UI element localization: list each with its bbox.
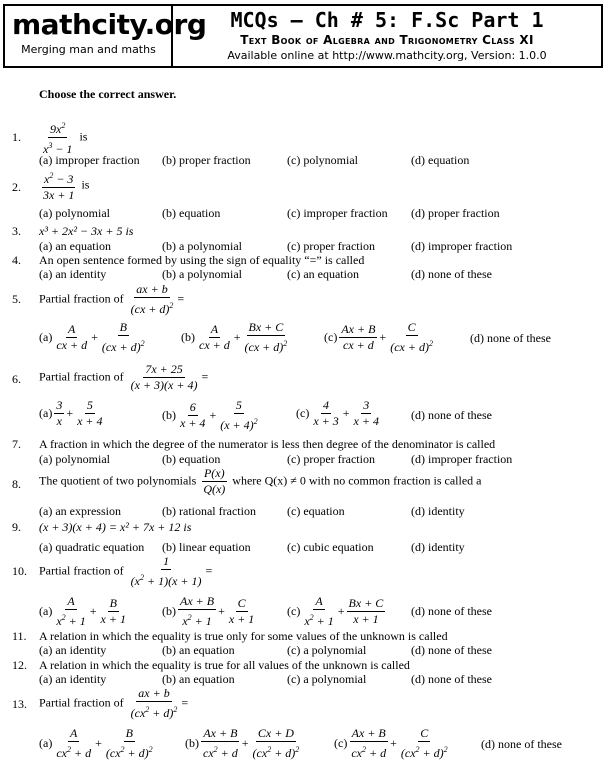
option-a[interactable]: (a) $\frac{A}{x^2 + 1}$ + $\frac{B}{x + 1}$ — [39, 594, 126, 628]
question-number: 12. — [12, 658, 27, 672]
site-logo: mathcity.org — [12, 8, 207, 41]
option-a[interactable]: (a) an identity — [39, 672, 107, 686]
option-a[interactable]: (a) improper fraction — [39, 153, 140, 167]
option-a[interactable]: (a) $\frac{A}{cx^2 + d}$ + $\frac{B}{(cx^2 + d)^2}$ — [39, 726, 153, 760]
question-stem: A fraction in which the degree of the numerator is less then degree of the denominator is called — [39, 437, 496, 451]
logo-box — [5, 6, 207, 66]
question-stem: Partial fraction of $\frac{ax + b}{(cx + d)^2}$ = — [39, 282, 185, 316]
option-b[interactable]: (b) equation — [162, 206, 221, 220]
option-a[interactable]: (a) an expression — [39, 504, 121, 518]
question-number: 2. — [12, 180, 21, 194]
question-number: 5. — [12, 292, 21, 306]
option-b[interactable]: (b) rational fraction — [162, 504, 256, 518]
option-c[interactable]: (c) improper fraction — [287, 206, 388, 220]
option-c[interactable]: (c) proper fraction — [287, 239, 375, 253]
option-a[interactable]: (a) quadratic equation — [39, 540, 145, 554]
tagline: Merging man and maths — [21, 43, 156, 56]
question-stem: $\frac{x^2 - 3}{3x + 1}$ is — [39, 168, 89, 203]
option-d[interactable]: (d) improper fraction — [411, 452, 513, 466]
question-stem: Partial fraction of $\frac{1}{(x^2 + 1)(x + 1)}$ = — [39, 554, 213, 588]
option-c[interactable]: (c) proper fraction — [287, 452, 375, 466]
option-a[interactable]: (a) $\frac{A}{cx + d}$ + $\frac{B}{(cx + d)^2}$ — [39, 320, 145, 354]
question-number: 13. — [12, 697, 27, 711]
option-a[interactable]: (a) $\frac{3}{x}$ + $\frac{5}{x + 4}$ — [39, 398, 103, 428]
option-d[interactable]: (d) equation — [411, 153, 470, 167]
page-subtitle: Text Book of Algebra and Trigonometry Class XI — [240, 33, 534, 47]
question-number: 11. — [12, 629, 27, 643]
option-a[interactable]: (a) polynomial — [39, 452, 110, 466]
option-d[interactable]: (d) proper fraction — [411, 206, 500, 220]
option-a[interactable]: (a) polynomial — [39, 206, 110, 220]
question-number: 10. — [12, 564, 27, 578]
option-c[interactable]: (c) polynomial — [287, 153, 358, 167]
question-number: 1. — [12, 130, 21, 144]
option-b[interactable]: (b) linear equation — [162, 540, 251, 554]
option-d[interactable]: (d) improper fraction — [411, 239, 513, 253]
title-box — [173, 6, 601, 66]
option-c[interactable]: (c) $\frac{A}{x^2 + 1}$ + $\frac{Bx + C}{x + 1}$ — [287, 594, 384, 628]
option-b[interactable]: (b) $\frac{Ax + B}{cx^2 + d}$ + $\frac{Cx + D}{(cx^2 + d)^2}$ — [185, 726, 300, 760]
question-number: 7. — [12, 437, 21, 451]
option-d[interactable]: (d) none of these — [470, 331, 551, 345]
option-c[interactable]: (c) cubic equation — [287, 540, 374, 554]
option-a[interactable]: (a) an identity — [39, 643, 107, 657]
option-d[interactable]: (d) identity — [411, 540, 465, 554]
option-d[interactable]: (d) none of these — [411, 604, 492, 618]
option-a[interactable]: (a) an equation — [39, 239, 111, 253]
option-b[interactable]: (b) an equation — [162, 643, 235, 657]
question-number: 4. — [12, 253, 21, 267]
option-d[interactable]: (d) none of these — [481, 737, 562, 751]
question-stem: An open sentence formed by using the sign of equality “=” is called — [39, 253, 365, 267]
option-b[interactable]: (b) proper fraction — [162, 153, 251, 167]
question-stem: $\frac{9x^2}{x^3 - 1}$ is — [39, 118, 87, 157]
question-stem: A relation in which the equality is true for all values of the unknown is called — [39, 658, 410, 672]
option-b[interactable]: (b) an equation — [162, 672, 235, 686]
question-number: 9. — [12, 520, 21, 534]
option-c[interactable]: (c) $\frac{Ax + B}{cx^2 + d}$ + $\frac{C}{(cx^2 + d)^2}$ — [334, 726, 448, 760]
option-b[interactable]: (b) $\frac{6}{x + 4}$ + $\frac{5}{(x + 4)^2}$ — [162, 398, 258, 432]
instruction: Choose the correct answer. — [39, 87, 177, 101]
question-number: 8. — [12, 477, 21, 491]
option-c[interactable]: (c) $\frac{Ax + B}{cx + d}$ + $\frac{C}{(cx + d)^2}$ — [324, 320, 433, 354]
option-d[interactable]: (d) none of these — [411, 643, 492, 657]
question-stem: (x + 3)(x + 4) = x² + 7x + 12 is — [39, 520, 192, 534]
question-stem: Partial fraction of $\frac{7x + 25}{(x + 3)(x + 4)}$ = — [39, 362, 209, 392]
option-c[interactable]: (c) $\frac{4}{x + 3}$ + $\frac{3}{x + 4}$ — [296, 398, 379, 428]
question-number: 3. — [12, 224, 21, 238]
option-d[interactable]: (d) identity — [411, 504, 465, 518]
availability-note: Available online at http://www.mathcity.org, Version: 1.0.0 — [227, 49, 547, 62]
question-stem: x³ + 2x² − 3x + 5 is — [39, 224, 134, 238]
option-a[interactable]: (a) an identity — [39, 267, 107, 281]
option-d[interactable]: (d) none of these — [411, 408, 492, 422]
question-stem: A relation in which the equality is true only for some values of the unknown is called — [39, 629, 448, 643]
option-b[interactable]: (b) a polynomial — [162, 267, 242, 281]
question-stem: The quotient of two polynomials $\frac{P(x)}{Q(x)}$ where Q(x) ≠ 0 with no common fraction is called a — [39, 466, 482, 496]
option-b[interactable]: (b) equation — [162, 452, 221, 466]
option-c[interactable]: (c) a polynomial — [287, 672, 367, 686]
question-number: 6. — [12, 372, 21, 386]
option-c[interactable]: (c) an equation — [287, 267, 359, 281]
option-d[interactable]: (d) none of these — [411, 267, 492, 281]
page-title: MCQs – Ch # 5: F.Sc Part 1 — [230, 8, 544, 32]
option-b[interactable]: (b) $\frac{A}{cx + d}$ + $\frac{Bx + C}{(cx + d)^2}$ — [181, 320, 288, 354]
question-stem: Partial fraction of $\frac{ax + b}{(cx^2 + d)^2}$ = — [39, 686, 189, 720]
page-header — [3, 4, 603, 68]
option-c[interactable]: (c) equation — [287, 504, 345, 518]
option-d[interactable]: (d) none of these — [411, 672, 492, 686]
option-b[interactable]: (b) $\frac{Ax + B}{x^2 + 1}$ + $\frac{C}{x + 1}$ — [162, 594, 255, 628]
option-b[interactable]: (b) a polynomial — [162, 239, 242, 253]
option-c[interactable]: (c) a polynomial — [287, 643, 367, 657]
